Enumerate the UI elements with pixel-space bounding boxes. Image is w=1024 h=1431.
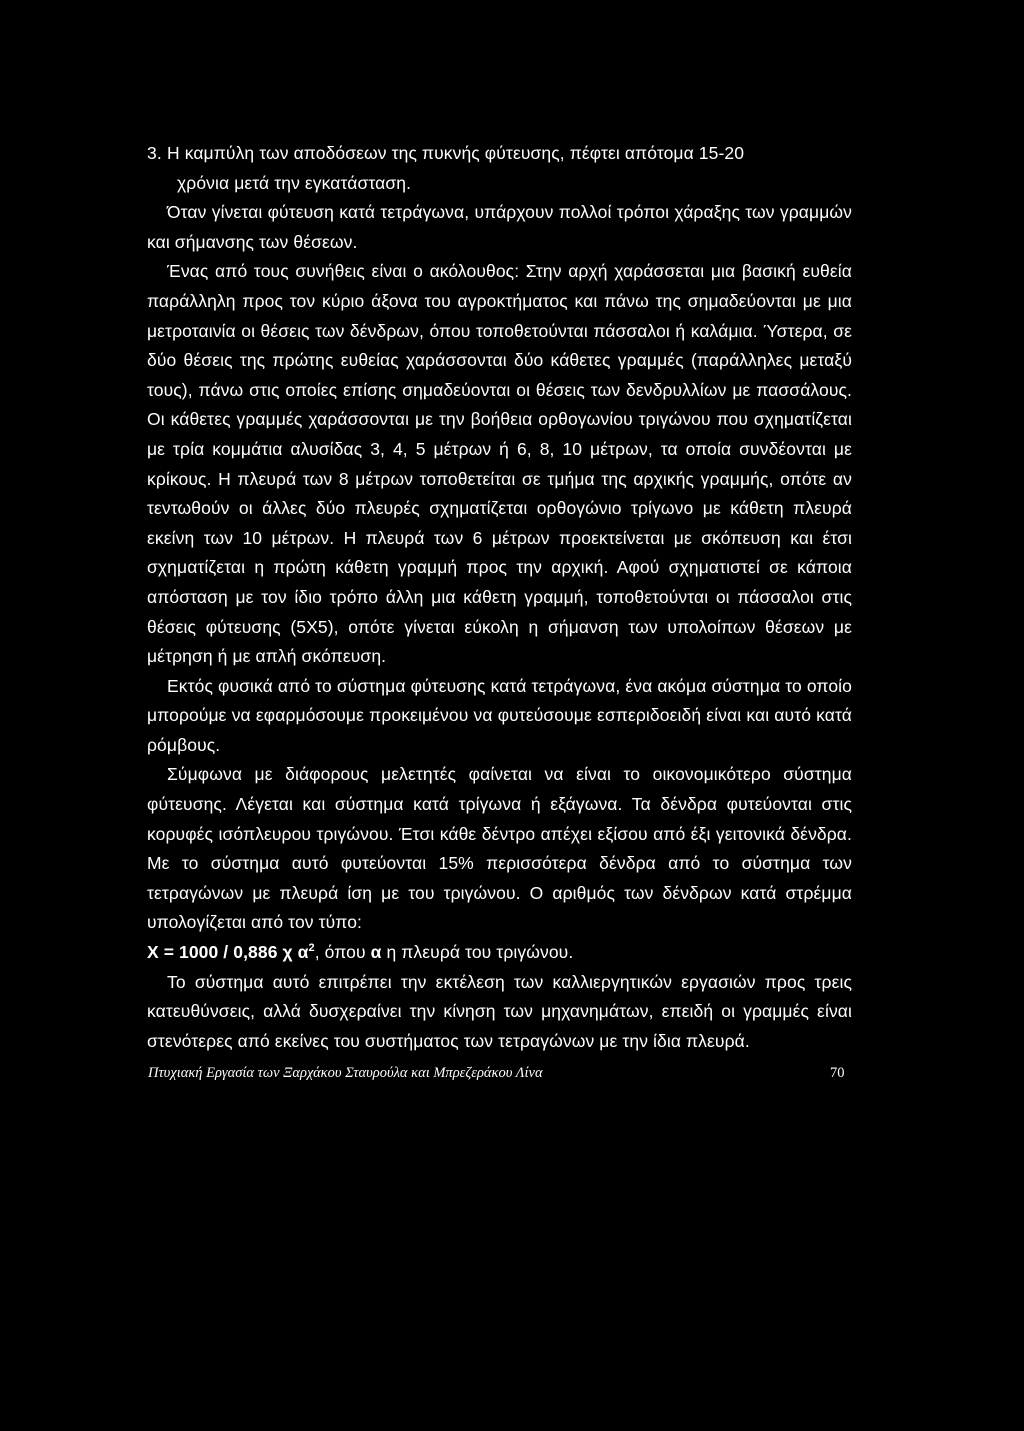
paragraph-2: Ένας από τους συνήθεις είναι ο ακόλουθος: Στην αρχή χαράσσεται μια βασική ευθεία παράλληλη προς τον κύριο άξονα του αγροκτήματος και πάνω της σημαδεύονται με μια μετροταινία οι θέσεις των δένδρων, όπου τοποθετούνται πάσσαλοι ή καλάμια. Ύστερα, σε δύο θέσεις της πρώτης ευθείας χαράσσονται δύο κάθετες γραμμές (παράλληλες μεταξύ τους), πάνω στις οποίες επίσης σημαδεύονται οι θέσεις των δενδρυλλίων με πασσάλους. Οι κάθετες γραμμές χαράσσονται με την βοήθεια ορθογωνίου τριγώνου που σχηματίζεται με τρία κομμάτια αλυσίδας 3, 4, 5 μέτρων ή 6, 8, 10 μέτρων, τα οποία συνδέονται με κρίκους. Η πλευρά των 8 μέτρων τοποθετείται σε τμήμα της αρχικής γραμμής, οπότε αν τεντωθούν οι άλλες δύο πλευρές σχηματίζεται ορθογώνιο τρίγωνο με κάθετη πλευρά εκείνη των 10 μέτρων. Η πλευρά των 6 μέτρων προεκτείνεται με σκόπευση και έτσι σχηματίζεται η πρώτη κάθετη γραμμή προς την αρχική. Αφού σχηματιστεί σε κάποια απόσταση με τον ίδιο τρόπο άλλη μια κάθετη γραμμή, τοποθετούνται οι πάσσαλοι στις θέσεις φύτευσης (5Χ5), οπότε γίνεται εύκολη η σήμανση των υπολοίπων θέσεων με μέτρηση ή με απλή σκόπευση.	[147, 261, 852, 667]
paragraph-1: Όταν γίνεται φύτευση κατά τετράγωνα, υπάρχουν πολλοί τρόποι χάραξης των γραμμών και σήμανσης των θέσεων.	[147, 202, 852, 252]
formula-prefix: όπου	[324, 942, 371, 963]
formula-exponent: 2	[308, 942, 315, 955]
formula-line	[147, 938, 852, 968]
list-text	[167, 139, 852, 198]
formula-explanation: η πλευρά του τριγώνου.	[381, 942, 574, 963]
page-footer-title: Πτυχιακή Εργασία των Ξαρχάκου Σταυρούλα και Μπρεζεράκου Λίνα	[148, 1065, 543, 1081]
formula-variable: α	[370, 942, 382, 963]
formula: X = 1000 / 0,886 χ α	[147, 942, 309, 963]
list-text-line1: Η καμπύλη των αποδόσεων της πυκνής φύτευσης, πέφτει απότομα 15-20	[167, 143, 745, 163]
paragraph-3: Εκτός φυσικά από το σύστημα φύτευσης κατά τετράγωνα, ένα ακόμα σύστημα το οποίο μπορούμε να εφαρμόσουμε προκειμένου να φυτεύσουμε εσπεριδοειδή είναι και αυτό κατά ρόμβους.	[147, 675, 852, 755]
formula-separator: ,	[314, 942, 325, 963]
list-number: 3.	[147, 143, 162, 163]
paragraph-5: Το σύστημα αυτό επιτρέπει την εκτέλεση των καλλιεργητικών εργασιών προς τρεις κατευθύνσεις, αλλά δυσχεραίνει την κίνηση των μηχανημάτων, επειδή οι γραμμές είναι στενότερες από εκείνες του συστήματος των τετραγώνων με την ίδια πλευρά.	[147, 971, 852, 1051]
page-number: 70	[830, 1065, 845, 1081]
paragraph-4: Σύμφωνα με διάφορους μελετητές φαίνεται να είναι το οικονομικότερο σύστημα φύτευσης. Λέγεται και σύστημα κατά τρίγωνα ή εξάγωνα. Τα δένδρα φυτεύονται στις κορυφές ισόπλευρου τριγώνου. Έτσι κάθε δέντρο απέχει εξίσου από έξι γειτονικά δένδρα. Με το σύστημα αυτό φυτεύονται 15% περισσότερα δένδρα από το σύστημα των τετραγώνων με πλευρά ίση με του τριγώνου. Ο αριθμός των δένδρων κατά στρέμμα υπολογίζεται από τον τύπο:	[147, 764, 852, 933]
list-item-3	[147, 139, 852, 198]
body-text	[147, 139, 852, 1056]
list-text-line2: χρόνια μετά την εγκατάσταση.	[177, 172, 412, 193]
